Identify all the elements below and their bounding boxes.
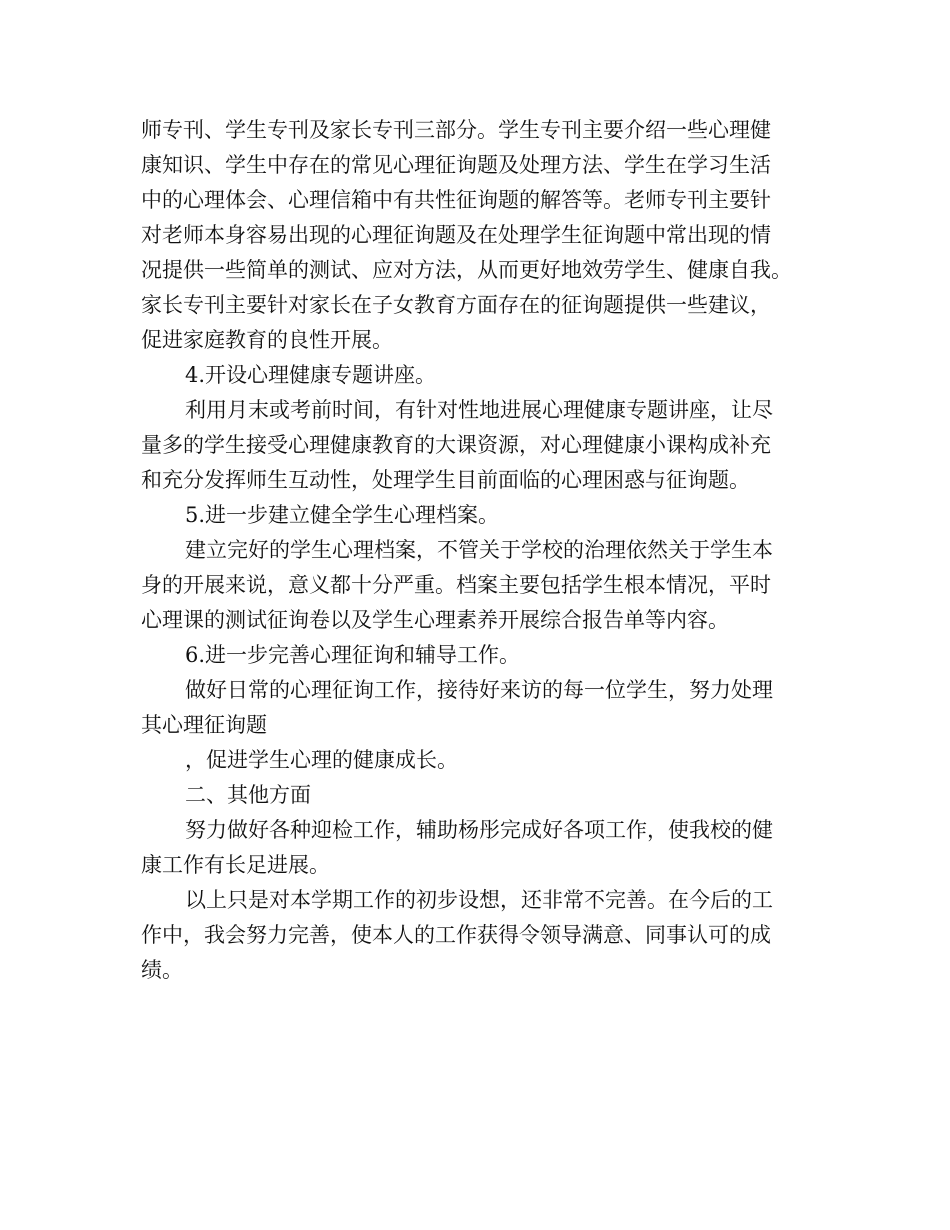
text-line: 建立完好的学生心理档案，不管关于学校的治理依然关于学生本 bbox=[185, 538, 773, 562]
text-line: 和充分发挥师生互动性，处理学生目前面临的心理困惑与征询题。 bbox=[141, 468, 750, 492]
text-line: 心理课的测试征询卷以及学生心理素养开展综合报告单等内容。 bbox=[141, 608, 729, 632]
text-line: 家长专刊主要针对家长在子女教育方面存在的征询题提供一些建议， bbox=[141, 293, 771, 317]
section-heading: 5.进一步建立健全学生心理档案。 bbox=[185, 503, 500, 527]
text-line: 其心理征询题 bbox=[141, 713, 267, 737]
text-line: 做好日常的心理征询工作，接待好来访的每一位学生，努力处理 bbox=[185, 678, 773, 702]
text-line: ，促进学生心理的健康成长。 bbox=[185, 748, 458, 772]
text-line: 师专刊、学生专刊及家长专刊三部分。学生专刊主要介绍一些心理健 bbox=[141, 118, 771, 142]
text-line: 促进家庭教育的良性开展。 bbox=[141, 328, 393, 352]
text-line: 量多的学生接受心理健康教育的大课资源，对心理健康小课构成补充 bbox=[141, 433, 771, 457]
text-line: 以上只是对本学期工作的初步设想，还非常不完善。在今后的工 bbox=[185, 888, 773, 912]
text-line: 康知识、学生中存在的常见心理征询题及处理方法、学生在学习生活 bbox=[141, 153, 771, 177]
document-body bbox=[141, 113, 831, 988]
section-heading: 6.进一步完善心理征询和辅导工作。 bbox=[185, 643, 521, 667]
text-line: 身的开展来说，意义都十分严重。档案主要包括学生根本情况，平时 bbox=[141, 573, 771, 597]
section-heading: 二、其他方面 bbox=[185, 783, 311, 807]
text-line: 况提供一些简单的测试、应对方法，从而更好地效劳学生、健康自我。 bbox=[141, 258, 792, 282]
text-line: 利用月末或考前时间，有针对性地进展心理健康专题讲座，让尽 bbox=[185, 398, 773, 422]
text-line: 对老师本身容易出现的心理征询题及在处理学生征询题中常出现的情 bbox=[141, 223, 771, 247]
text-line: 作中，我会努力完善，使本人的工作获得令领导满意、同事认可的成 bbox=[141, 923, 771, 947]
text-line: 努力做好各种迎检工作，辅助杨彤完成好各项工作，使我校的健 bbox=[185, 818, 773, 842]
text-line: 康工作有长足进展。 bbox=[141, 853, 330, 877]
text-line: 中的心理体会、心理信箱中有共性征询题的解答等。老师专刊主要针 bbox=[141, 188, 771, 212]
text-line: 绩。 bbox=[141, 958, 183, 982]
section-heading: 4.开设心理健康专题讲座。 bbox=[185, 363, 437, 387]
